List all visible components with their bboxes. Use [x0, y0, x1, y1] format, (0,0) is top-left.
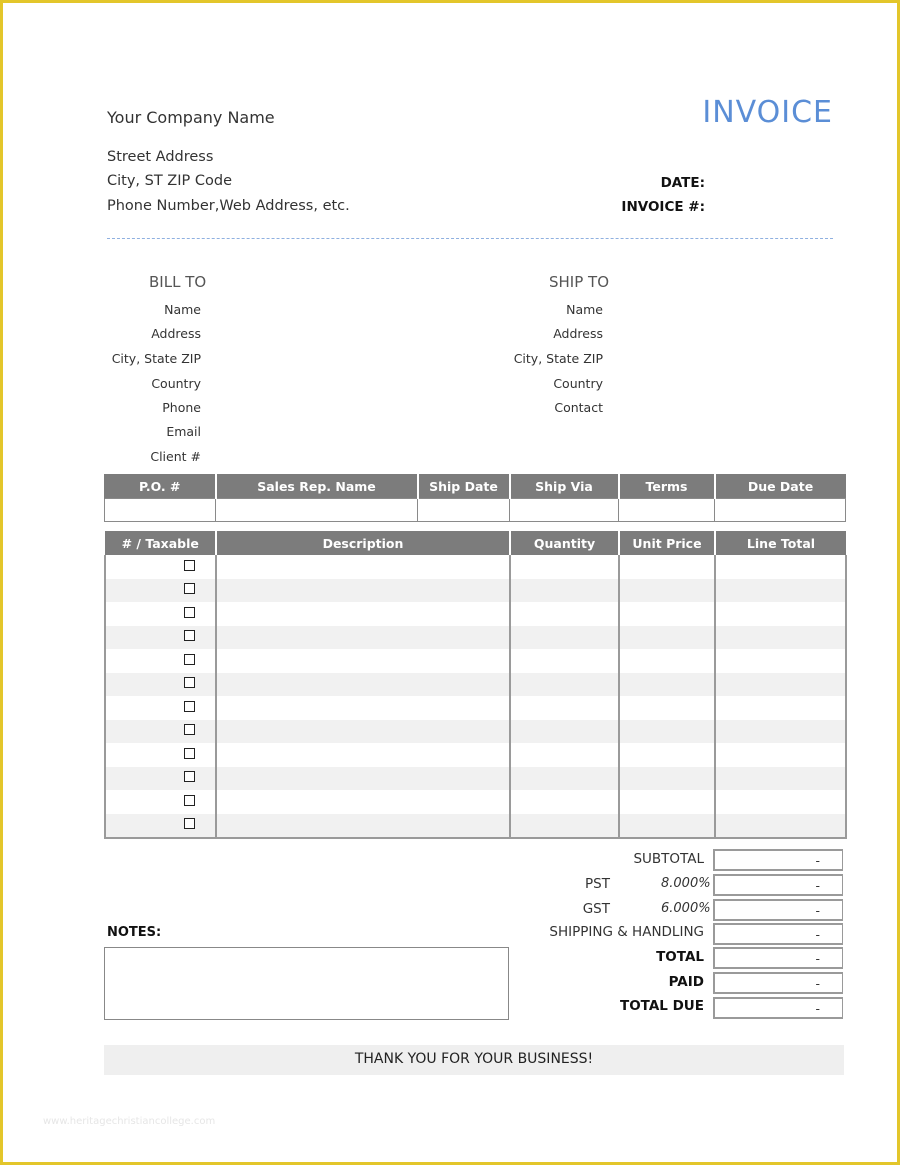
item-row — [105, 696, 846, 720]
taxable-checkbox[interactable] — [184, 654, 195, 665]
unit-price-cell[interactable] — [619, 673, 715, 697]
taxable-checkbox[interactable] — [184, 748, 195, 759]
unit-price-cell[interactable] — [619, 649, 715, 673]
item-row — [105, 673, 846, 697]
ship-date-header: Ship Date — [418, 474, 510, 499]
ship-to-country-label: Country — [553, 376, 603, 391]
item-row — [105, 743, 846, 767]
taxable-checkbox[interactable] — [184, 795, 195, 806]
invoice-title: INVOICE — [702, 95, 833, 130]
line-total-cell[interactable] — [715, 673, 846, 697]
taxable-cell[interactable] — [105, 696, 216, 720]
unit-price-cell[interactable] — [619, 579, 715, 603]
thank-you-banner — [104, 1045, 844, 1075]
unit-price-cell[interactable] — [619, 743, 715, 767]
paid-box — [713, 972, 843, 994]
thank-you-text: THANK YOU FOR YOUR BUSINESS! — [354, 1051, 594, 1067]
line-total-cell[interactable] — [715, 649, 846, 673]
taxable-cell[interactable] — [105, 790, 216, 814]
description-cell[interactable] — [216, 767, 510, 791]
quantity-cell[interactable] — [510, 602, 619, 626]
total-label: TOTAL — [656, 949, 704, 965]
total-due-box — [713, 997, 843, 1019]
bill-to-name-label: Name — [164, 302, 201, 317]
description-cell[interactable] — [216, 626, 510, 650]
terms-header: Terms — [619, 474, 715, 499]
due-date-cell[interactable] — [715, 499, 846, 522]
quantity-cell[interactable] — [510, 790, 619, 814]
taxable-checkbox[interactable] — [184, 724, 195, 735]
pst-value: - — [815, 878, 820, 893]
taxable-cell[interactable] — [105, 814, 216, 839]
ship-to-heading: SHIP TO — [549, 273, 610, 291]
description-cell[interactable] — [216, 649, 510, 673]
unit-price-cell[interactable] — [619, 790, 715, 814]
description-header: Description — [216, 531, 510, 555]
quantity-cell[interactable] — [510, 696, 619, 720]
taxable-checkbox[interactable] — [184, 818, 195, 829]
total-box — [713, 947, 843, 969]
line-total-cell[interactable] — [715, 790, 846, 814]
notes-box[interactable] — [104, 947, 509, 1020]
subtotal-box — [713, 849, 843, 871]
city-state-zip: City, ST ZIP Code — [107, 173, 232, 189]
unit-price-cell[interactable] — [619, 814, 715, 839]
date-label: DATE: — [660, 175, 705, 191]
bill-to-country-label: Country — [151, 376, 201, 391]
notes-label: NOTES: — [107, 925, 162, 940]
bill-to-city-label: City, State ZIP — [111, 351, 201, 366]
item-row — [105, 626, 846, 650]
unit-price-cell[interactable] — [619, 602, 715, 626]
sales-rep-header: Sales Rep. Name — [216, 474, 418, 499]
description-cell[interactable] — [216, 673, 510, 697]
gst-box — [713, 899, 843, 921]
bill-to-client-label: Client # — [150, 449, 201, 464]
item-row — [105, 790, 846, 814]
ship-via-cell[interactable] — [510, 499, 619, 522]
line-total-header: Line Total — [715, 531, 846, 555]
item-row — [105, 602, 846, 626]
contact-line: Phone Number,Web Address, etc. — [107, 198, 350, 214]
description-cell[interactable] — [216, 790, 510, 814]
po-header: P.O. # — [105, 474, 216, 499]
taxable-cell[interactable] — [105, 673, 216, 697]
unit-price-cell[interactable] — [619, 696, 715, 720]
line-total-cell[interactable] — [715, 767, 846, 791]
taxable-cell[interactable] — [105, 602, 216, 626]
quantity-cell[interactable] — [510, 720, 619, 744]
subtotal-value: - — [815, 853, 820, 868]
shipping-label: SHIPPING & HANDLING — [549, 924, 704, 940]
company-name: Your Company Name — [107, 108, 275, 127]
bill-to-address-label: Address — [151, 326, 201, 341]
taxable-header: # / Taxable — [105, 531, 216, 555]
taxable-checkbox[interactable] — [184, 560, 195, 571]
gst-label: GST — [582, 901, 610, 917]
line-items-table — [104, 531, 847, 839]
description-cell[interactable] — [216, 579, 510, 603]
shipping-box — [713, 923, 843, 945]
taxable-checkbox[interactable] — [184, 607, 195, 618]
taxable-checkbox[interactable] — [184, 701, 195, 712]
item-row — [105, 579, 846, 603]
line-total-cell[interactable] — [715, 720, 846, 744]
item-row — [105, 767, 846, 791]
item-row — [105, 720, 846, 744]
line-total-cell[interactable] — [715, 602, 846, 626]
quantity-cell[interactable] — [510, 626, 619, 650]
taxable-cell[interactable] — [105, 579, 216, 603]
quantity-cell[interactable] — [510, 743, 619, 767]
taxable-cell[interactable] — [105, 767, 216, 791]
bill-to-phone-label: Phone — [162, 400, 201, 415]
taxable-cell[interactable] — [105, 720, 216, 744]
unit-price-cell[interactable] — [619, 767, 715, 791]
paid-value: - — [815, 976, 820, 991]
street-address: Street Address — [107, 149, 214, 165]
taxable-checkbox[interactable] — [184, 583, 195, 594]
quantity-cell[interactable] — [510, 579, 619, 603]
pst-rate: 8.000% — [661, 876, 711, 891]
ship-via-header: Ship Via — [510, 474, 619, 499]
item-row — [105, 814, 846, 839]
taxable-cell[interactable] — [105, 555, 216, 579]
pst-label: PST — [585, 876, 610, 892]
description-cell[interactable] — [216, 720, 510, 744]
paid-label: PAID — [668, 974, 704, 990]
item-row — [105, 555, 846, 579]
unit-price-cell[interactable] — [619, 555, 715, 579]
line-total-cell[interactable] — [715, 555, 846, 579]
total-due-label: TOTAL DUE — [620, 998, 704, 1014]
taxable-checkbox[interactable] — [184, 677, 195, 688]
ship-to-address-label: Address — [553, 326, 603, 341]
quantity-cell[interactable] — [510, 767, 619, 791]
pst-box — [713, 874, 843, 896]
line-total-cell[interactable] — [715, 696, 846, 720]
description-cell[interactable] — [216, 696, 510, 720]
ship-to-contact-label: Contact — [554, 400, 603, 415]
line-total-cell[interactable] — [715, 579, 846, 603]
item-row — [105, 649, 846, 673]
description-cell[interactable] — [216, 814, 510, 839]
gst-value: - — [815, 903, 820, 918]
bill-to-email-label: Email — [166, 424, 201, 439]
taxable-checkbox[interactable] — [184, 771, 195, 782]
shipping-value: - — [815, 927, 820, 942]
header-divider — [107, 238, 833, 239]
order-info-table — [104, 474, 846, 522]
quantity-cell[interactable] — [510, 555, 619, 579]
unit-price-cell[interactable] — [619, 626, 715, 650]
ship-to-city-label: City, State ZIP — [513, 351, 603, 366]
total-value: - — [815, 951, 820, 966]
unit-price-header: Unit Price — [619, 531, 715, 555]
taxable-cell[interactable] — [105, 743, 216, 767]
quantity-cell[interactable] — [510, 814, 619, 839]
bill-to-heading: BILL TO — [149, 273, 207, 291]
total-due-value: - — [815, 1001, 820, 1016]
terms-cell[interactable] — [619, 499, 715, 522]
line-total-cell[interactable] — [715, 814, 846, 839]
watermark: www.heritagechristiancollege.com — [43, 1116, 216, 1127]
invoice-number-label: INVOICE #: — [621, 199, 705, 215]
quantity-cell[interactable] — [510, 673, 619, 697]
sales-rep-cell[interactable] — [216, 499, 418, 522]
taxable-cell[interactable] — [105, 626, 216, 650]
gst-rate: 6.000% — [661, 901, 711, 916]
description-cell[interactable] — [216, 555, 510, 579]
ship-to-name-label: Name — [566, 302, 603, 317]
description-cell[interactable] — [216, 743, 510, 767]
taxable-cell[interactable] — [105, 649, 216, 673]
quantity-cell[interactable] — [510, 649, 619, 673]
subtotal-label: SUBTOTAL — [633, 851, 704, 867]
taxable-checkbox[interactable] — [184, 630, 195, 641]
line-total-cell[interactable] — [715, 743, 846, 767]
po-cell[interactable] — [105, 499, 216, 522]
line-total-cell[interactable] — [715, 626, 846, 650]
unit-price-cell[interactable] — [619, 720, 715, 744]
description-cell[interactable] — [216, 602, 510, 626]
ship-date-cell[interactable] — [418, 499, 510, 522]
due-date-header: Due Date — [715, 474, 846, 499]
quantity-header: Quantity — [510, 531, 619, 555]
